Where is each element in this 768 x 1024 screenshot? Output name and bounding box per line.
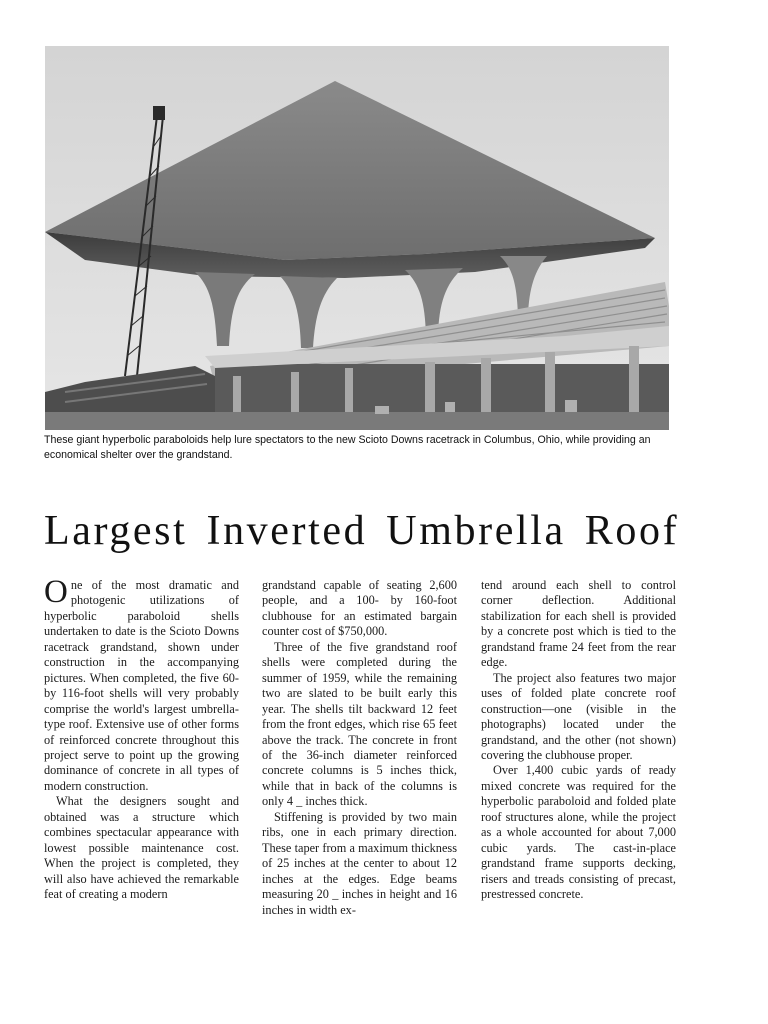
drop-cap: O (44, 574, 68, 610)
paragraph: tend around each shell to control corner deflection. Additional stabilization for each shell is provided by a concrete post which is tied to the grandstand frame 24 feet from the rear edge. (481, 578, 676, 670)
paragraph: What the designers sought and obtained was a structure which combines spectacular appearance with lowest possible maintenance cost. When the project is completed, they will also have achieved the remarkable feat of creating a modern (44, 794, 239, 902)
article-title: Largest Inverted Umbrella Roof (44, 508, 680, 554)
construction-photo (45, 46, 669, 430)
paragraph: Three of the five grandstand roof shells were completed during the summer of 1959, while the remaining two are slated to be built early this year. The shells tilt backward 12 feet from the front edges, which rise 65 feet above the track. The concrete in front of the 36-inch diameter reinforced concrete columns is 5 inches thick, while that in back of the columns is only 4 _ inches thick. (262, 639, 457, 809)
article-column-2 (262, 578, 457, 918)
paragraph: grandstand capable of seating 2,600 people, and a 100- by 160-foot clubhouse for an estimated bargain counter cost of $750,000. (262, 578, 457, 639)
photo-illustration (45, 46, 669, 430)
paragraph (44, 574, 239, 794)
article-column-1 (44, 574, 239, 903)
article-column-3 (481, 578, 676, 903)
paragraph: Stiffening is provided by two main ribs, one in each primary direction. These taper from a maximum thickness of 25 inches at the center to about 12 inches at the edges. Edge beams measuring 20 _ inches in height and 16 inches in width ex- (262, 809, 457, 917)
photo-caption: These giant hyperbolic paraboloids help lure spectators to the new Scioto Downs racetrack in Columbus, Ohio, while providing an economical shelter over the grandstand. (44, 434, 651, 461)
paragraph-text: ne of the most dramatic and photogenic utilizations of hyperbolic paraboloid shells undertaken to date is the Scioto Downs racetrack grandstand, shown under construction in the accompanying pictures. When completed, the five 60- by 116-foot shells will very probably comprise the world's largest umbrella-type roof. Extensive use of other forms of reinforced concrete throughout this project serve to point up the growing dominance of concrete in all types of modern construction. (44, 578, 239, 793)
paragraph: Over 1,400 cubic yards of ready mixed concrete was required for the hyperbolic paraboloid and folded plate roof structures alone, while the project as a whole accounted for about 7,000 cubic yards. The cast-in-place grandstand frame supports decking, risers and treads consisting of precast, prestressed concrete. (481, 763, 676, 902)
paragraph: The project also features two major uses of folded plate concrete roof construction—one (visible in the photographs) located under the grandstand, and the other (not shown) covering the clubhouse proper. (481, 670, 676, 762)
